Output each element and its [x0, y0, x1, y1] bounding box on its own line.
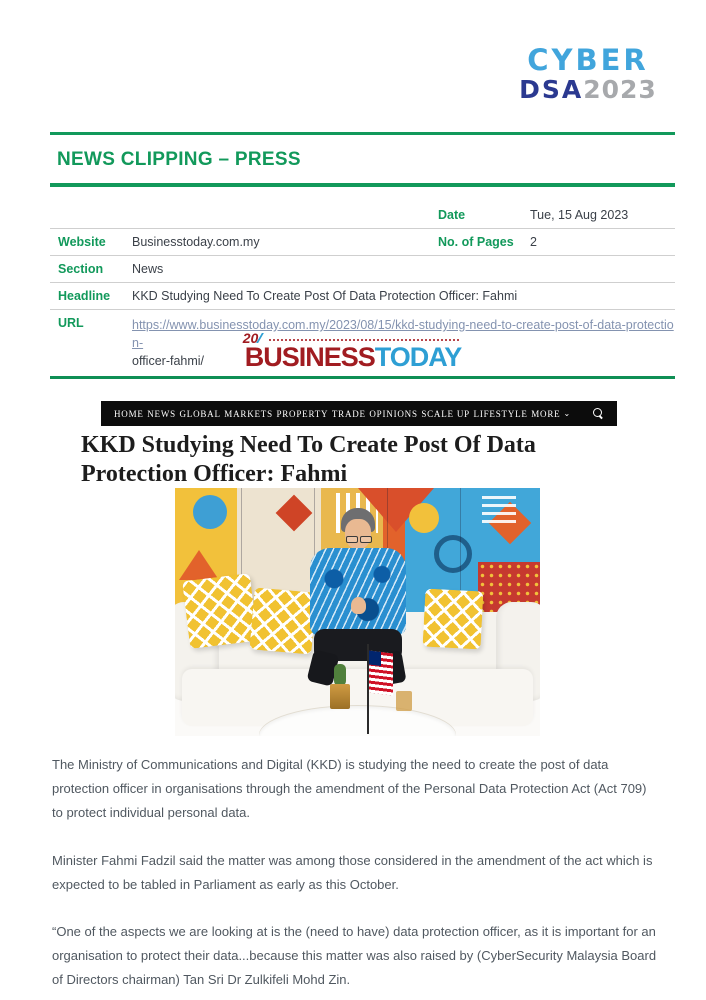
body-paragraph: “One of the aspects we are looking at is the (need to have) data protection officer, as it is important for an organisation to protect their data...because this matter was also raised by (CyberSecurity Malaysia Board of Directors chairman) Tan Sri Dr Zulkifeli Mohd Zin.: [52, 923, 657, 988]
article-body: [52, 753, 660, 1000]
cyberdsa-logo-dsa: DSA: [519, 75, 584, 104]
chevron-down-icon: ⌄: [563, 409, 571, 418]
cyberdsa-logo: [488, 43, 688, 104]
minister-face: [345, 519, 371, 549]
yellow-pillow: [249, 587, 316, 654]
minister-hand: [351, 597, 366, 614]
meta-row-date: [50, 202, 675, 229]
article-url-link[interactable]: https://www.businesstoday.com.my/2023/08/15/kkd-studying-need-to-create-post-of-data-protection-: [132, 318, 674, 351]
gold-glass: [396, 691, 412, 711]
top-divider: [50, 132, 675, 135]
nav-item-home[interactable]: HOME: [114, 408, 144, 419]
section-label: Section: [58, 262, 104, 276]
businesstoday-logo-today: TODAY: [374, 342, 462, 372]
website-value: Businesstoday.com.my: [132, 235, 260, 249]
headline-label: Headline: [58, 289, 111, 303]
meta-row-website: [50, 229, 675, 256]
url-label: URL: [58, 316, 84, 330]
body-paragraph: The Ministry of Communications and Digital (KKD) is studying the need to create the post of data protection officer in organisations through the amendment of the Personal Data Protection Act (Act 709) to protect individual personal data.: [52, 757, 647, 821]
businesstoday-logo: [242, 330, 462, 372]
malaysia-flag: [369, 650, 393, 695]
mural-shape: [434, 535, 472, 573]
site-navbar: [101, 401, 617, 426]
mural-shape: [482, 493, 516, 523]
nav-item-news[interactable]: NEWS: [147, 408, 176, 419]
body-paragraph: Minister Fahmi Fadzil said the matter was among those considered in the amendment of the act which is expected to be tabled in Parliament as early as this October.: [52, 852, 653, 892]
gold-vase: [330, 684, 350, 709]
yellow-pillow: [422, 588, 483, 649]
nav-item-scale-up[interactable]: SCALE UP: [421, 408, 470, 419]
page-title: NEWS CLIPPING – PRESS: [57, 149, 301, 170]
pages-label: No. of Pages: [438, 235, 514, 249]
article-headline: KKD Studying Need To Create Post Of Data Protection Officer: Fahmi: [81, 432, 536, 487]
cyberdsa-logo-year: 2023: [583, 75, 657, 104]
mural-shape: [409, 503, 439, 533]
nav-items: [114, 409, 571, 419]
nav-item-opinions[interactable]: OPINIONS: [369, 408, 418, 419]
nav-item-trade[interactable]: TRADE: [331, 408, 366, 419]
businesstoday-logo-business: BUSINESS: [244, 342, 375, 372]
meta-row-headline: [50, 283, 675, 310]
minister-glasses: [346, 536, 372, 544]
pages-value: 2: [530, 235, 537, 249]
website-label: Website: [58, 235, 106, 249]
nav-item-lifestyle[interactable]: LIFESTYLE: [473, 408, 528, 419]
nav-item-more[interactable]: [531, 409, 571, 419]
cyberdsa-logo-cyber: CYBER: [527, 43, 649, 77]
nav-item-property[interactable]: PROPERTY: [276, 408, 329, 419]
article-photo: [175, 488, 540, 736]
title-divider: [50, 183, 675, 187]
search-icon[interactable]: [593, 408, 604, 419]
nav-more-label: MORE: [531, 408, 561, 419]
section-value: News: [132, 262, 164, 276]
headline-value: KKD Studying Need To Create Post Of Data Protection Officer: Fahmi: [132, 289, 518, 303]
mural-shape: [179, 550, 219, 580]
meta-row-section: [50, 256, 675, 283]
table-plant: [334, 664, 346, 686]
minister-batik-shirt: [310, 548, 406, 636]
nav-item-markets[interactable]: MARKETS: [224, 408, 273, 419]
anniversary-20-mark: 20: [242, 330, 259, 346]
tagline-dotted-rule: [269, 339, 460, 341]
article-url-tail: officer-fahmi/: [132, 354, 205, 369]
nav-item-global[interactable]: GLOBAL: [179, 408, 221, 419]
yellow-pillow: [182, 573, 258, 649]
date-value: Tue, 15 Aug 2023: [530, 208, 629, 222]
date-label: Date: [438, 208, 466, 222]
